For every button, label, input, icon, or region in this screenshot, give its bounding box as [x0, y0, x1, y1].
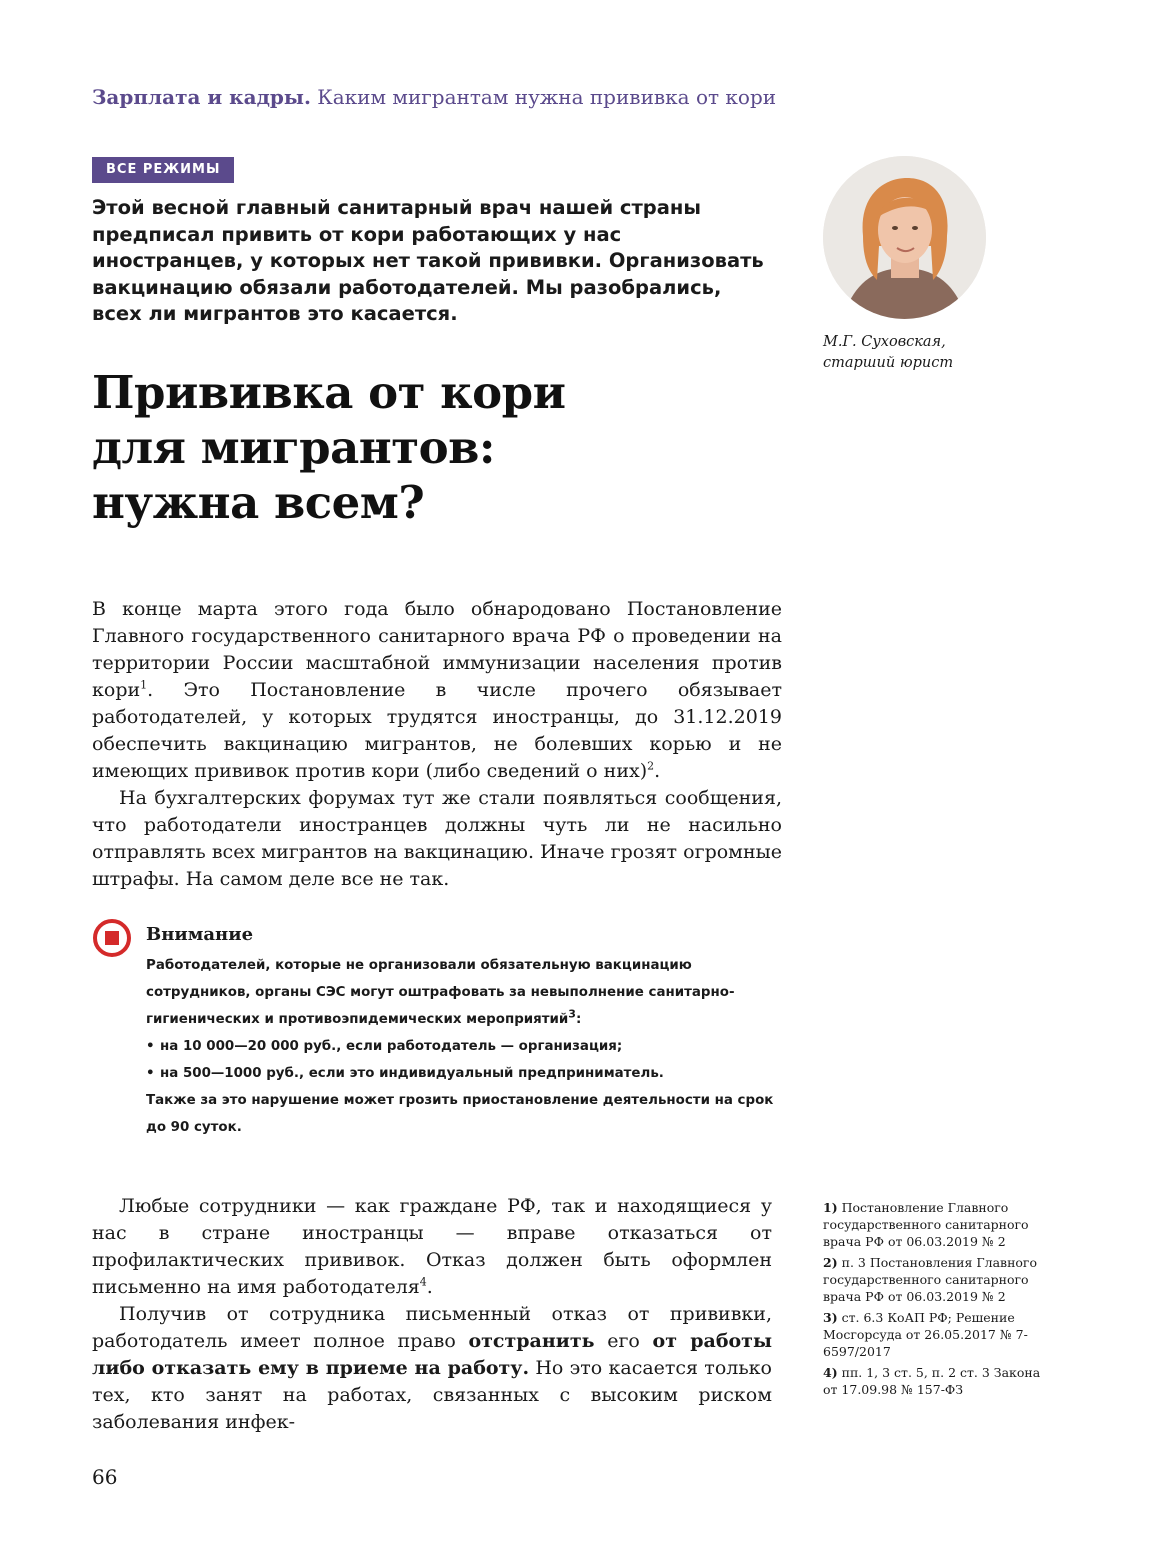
footnote-ref[interactable]: 4: [419, 1275, 427, 1289]
body-paragraph-2: На бухгалтерских форумах тут же стали появляться сообщения, что работодатели иностранцев должны чуть ли не насильно отправлять всех мигрантов на вакцинацию. Иначе грозят огромные штрафы. На самом деле все не так.: [92, 787, 782, 890]
footnote-4: [823, 1364, 1048, 1398]
footnote-number: 2): [823, 1255, 838, 1270]
p4-bold-2: от работы либо отказать ему в приеме на работу.: [92, 1330, 772, 1379]
regime-tag: ВСЕ РЕЖИМЫ: [92, 157, 234, 183]
body-paragraph-3: [92, 1193, 772, 1301]
header-section: Зарплата и кадры.: [92, 85, 311, 109]
footnote-1: [823, 1199, 1048, 1250]
article-body-continued: [92, 1193, 772, 1436]
intro-end: :: [575, 1012, 582, 1027]
author-photo: [823, 156, 986, 319]
header-article: Каким мигрантам нужна прививка от кори: [317, 85, 777, 109]
author-name: М.Г. Суховская,: [823, 334, 946, 350]
footnote-ref[interactable]: 1: [140, 678, 148, 692]
fine-item-organization: • на 10 000—20 000 руб., если работодатель — организация;: [146, 1033, 776, 1060]
footnote-text: ст. 6.3 КоАП РФ; Решение Мосгорсуда от 26.05.2017 № 7-6597/2017: [823, 1310, 1028, 1359]
footnotes: [823, 1199, 1048, 1402]
attention-intro: [146, 952, 776, 1033]
p3-text: Любые сотрудники — как граждане РФ, так и находящиеся у нас в стране иностранцы — вправе отказаться от профилактических прививок. Отказ должен быть оформлен письменно на имя работодателя: [92, 1195, 772, 1298]
attention-text: [146, 952, 776, 1141]
running-header: [92, 84, 776, 110]
article-body: [92, 596, 782, 893]
footnote-number: 4): [823, 1365, 838, 1380]
lead-paragraph: Этой весной главный санитарный врач нашей страны предписал привить от кори работающих у нас иностранцев, у которых нет такой прививки. Организовать вакцинацию обязали работодателей. Мы разобрались, всех ли мигрантов это касается.: [92, 196, 764, 325]
p1-text: В конце марта этого года было обнародовано Постановление Главного государственного санитарного врача РФ о проведении на территории России масштабной иммунизации населения против кори: [92, 598, 782, 701]
footnote-number: 3): [823, 1310, 838, 1325]
alert-stop-icon: [92, 918, 132, 958]
body-paragraph-1: [92, 596, 782, 785]
title-line-1: Прививка от кори: [92, 366, 566, 419]
p3-end: .: [426, 1276, 433, 1298]
p4e-text: Но это касается только тех, кто занят на работах, связанных с высоким риском заболевания инфек-: [92, 1357, 772, 1433]
fine-item-entrepreneur: • на 500—1000 руб., если это индивидуальный предприниматель.: [146, 1060, 776, 1087]
author-role: старший юрист: [823, 355, 954, 371]
author-caption: [823, 332, 953, 374]
footnote-2: [823, 1254, 1048, 1305]
title-line-2: для мигрантов:: [92, 421, 496, 474]
p4c-text: его: [594, 1330, 653, 1352]
intro-text: Работодателей, которые не организовали обязательную вакцинацию сотрудников, органы СЭС могут оштрафовать за невыполнение санитарно-гигиенических и противоэпидемических мероприятий: [146, 958, 735, 1027]
footnote-ref[interactable]: 3: [568, 1007, 576, 1021]
p4-bold-1: отстранить: [468, 1330, 595, 1352]
article-title: [92, 365, 566, 530]
footnote-text: п. 3 Постановления Главного государственного санитарного врача РФ от 06.03.2019 № 2: [823, 1255, 1038, 1304]
body-paragraph-4: [92, 1301, 772, 1436]
p4a-text: Получив от сотрудника письменный отказ от прививки, работодатель имеет полное право: [92, 1303, 772, 1352]
p1c-text: .: [654, 760, 661, 782]
title-line-3: нужна всем?: [92, 476, 425, 529]
attention-title: Внимание: [146, 924, 254, 945]
footnote-3: [823, 1309, 1048, 1360]
footnote-text: Постановление Главного государственного санитарного врача РФ от 06.03.2019 № 2: [823, 1200, 1029, 1249]
page-number: 66: [92, 1465, 118, 1489]
attention-outro: Также за это нарушение может грозить приостановление деятельности на срок до 90 суток.: [146, 1093, 774, 1135]
footnote-number: 1): [823, 1200, 838, 1215]
author-portrait-icon: [823, 156, 986, 319]
p1b-text: . Это Постановление в числе прочего обязывает работодателей, у которых трудятся иностранцы, до 31.12.2019 обеспечить вакцинацию мигрантов, не болевших корью и не имеющих прививок против кори (либо сведений о них): [92, 679, 782, 782]
footnote-ref[interactable]: 2: [647, 759, 655, 773]
footnote-text: пп. 1, 3 ст. 5, п. 2 ст. 3 Закона от 17.09.98 № 157-ФЗ: [823, 1365, 1041, 1397]
